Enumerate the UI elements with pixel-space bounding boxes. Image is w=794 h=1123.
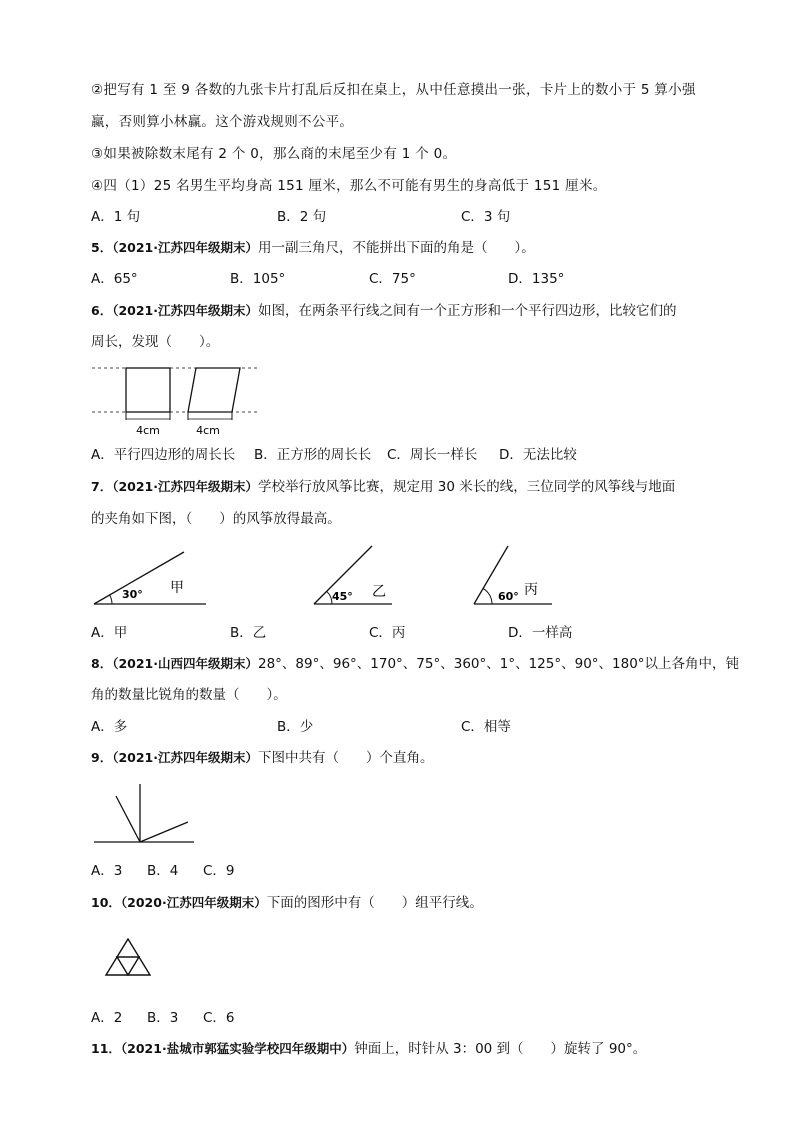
q9-figure (90, 782, 200, 848)
q11-text: 钟面上，时针从 3：00 到（ ）旋转了 90°。 (354, 1041, 647, 1057)
q7-angle-bing-name: 丙 (524, 582, 538, 598)
q10-option-a[interactable]: A．2 (91, 1010, 123, 1026)
q9-option-a[interactable]: A．3 (91, 863, 123, 879)
q10-source: （2020·江苏四年级期末） (120, 895, 267, 910)
q7-angle-jia (88, 540, 213, 610)
q7-source: （2021·江苏四年级期末） (112, 479, 258, 494)
q7-angle-yi-degree: 45° (332, 590, 353, 603)
q6-option-d[interactable]: D．无法比较 (499, 447, 577, 463)
q6-square-side-label: 4cm (136, 424, 160, 437)
q7-angle-jia-name: 甲 (170, 580, 184, 596)
q11-number: 11． (91, 1041, 121, 1056)
q5-option-a[interactable]: A．65° (91, 271, 138, 287)
q5-source: （2021·江苏四年级期末） (112, 240, 258, 255)
q4-option-a[interactable]: A．1 句 (91, 209, 141, 225)
q8-stem-line-1 (91, 654, 739, 674)
q10-triangle-figure (102, 936, 154, 978)
q9-right-ray (140, 822, 188, 842)
q5-number: 5． (91, 240, 113, 255)
q4-statement-2-line-2: 赢，否则算小林赢。这个游戏规则不公平。 (91, 114, 354, 130)
q7-angle-bing-degree: 60° (498, 590, 519, 603)
q8-stem-line-2: 角的数量比锐角的数量（ ）。 (91, 687, 287, 703)
q6-square (126, 368, 170, 412)
q7-angle-yi-name: 乙 (372, 584, 386, 600)
q9-number: 9． (91, 750, 113, 765)
q7-option-c[interactable]: C．丙 (369, 625, 406, 641)
q7-option-d[interactable]: D．一样高 (508, 625, 573, 641)
q6-option-a[interactable]: A．平行四边形的周长长 (91, 447, 236, 463)
q8-option-a[interactable]: A．多 (91, 719, 128, 735)
q7-number: 7． (91, 479, 113, 494)
q6-number: 6． (91, 303, 113, 318)
q10-option-c[interactable]: C．6 (203, 1010, 235, 1026)
q9-left-ray (116, 796, 140, 842)
q6-text-1: 如图，在两条平行线之间有一个正方形和一个平行四边形，比较它们的 (258, 303, 677, 319)
q6-option-b[interactable]: B．正方形的周长长 (254, 447, 372, 463)
q8-text-1: 28°、89°、96°、170°、75°、360°、1°、125°、90°、180°以上各角中，钝 (258, 656, 740, 672)
q8-option-b[interactable]: B．少 (277, 719, 314, 735)
q5-option-d[interactable]: D．135° (508, 271, 565, 287)
q6-parallelogram-side-label: 4cm (196, 424, 220, 437)
q4-option-c[interactable]: C．3 句 (461, 209, 511, 225)
q5-option-b[interactable]: B．105° (230, 271, 286, 287)
q9-source: （2021·江苏四年级期末） (112, 750, 258, 765)
q11-stem (91, 1039, 646, 1059)
q8-option-c[interactable]: C．相等 (461, 719, 511, 735)
q6-option-c[interactable]: C．周长一样长 (387, 447, 478, 463)
q6-source: （2021·江苏四年级期末） (112, 303, 258, 318)
q9-option-b[interactable]: B．4 (147, 863, 179, 879)
q8-source: （2021·山西四年级期末） (112, 656, 258, 671)
q8-number: 8． (91, 656, 113, 671)
q5-option-c[interactable]: C．75° (369, 271, 416, 287)
q9-stem (91, 748, 434, 768)
q6-parallelogram (188, 368, 240, 412)
q4-statement-4: ④四（1）25 名男生平均身高 151 厘米，那么不可能有男生的身高低于 151 厘米。 (91, 178, 607, 194)
q10-number: 10． (91, 895, 121, 910)
q10-inner-triangle (117, 957, 139, 975)
q7-text-1: 学校举行放风筝比赛，规定用 30 米长的线，三位同学的风筝线与地面 (258, 479, 676, 495)
q10-stem (91, 893, 483, 913)
q7-option-b[interactable]: B．乙 (230, 625, 267, 641)
q6-stem-line-1 (91, 301, 677, 321)
q7-angle-jia-degree: 30° (122, 588, 143, 601)
q11-source: （2021·盐城市郭猛实验学校四年级期中） (120, 1041, 355, 1056)
q6-figure (88, 362, 268, 442)
q7-angle-bing (468, 540, 558, 610)
q7-stem-line-2: 的夹角如下图，（ ）的风筝放得最高。 (91, 511, 341, 527)
q4-statement-3: ③如果被除数末尾有 2 个 0，那么商的末尾至少有 1 个 0。 (91, 146, 457, 162)
q4-statement-2-line-1: ②把写有 1 至 9 各数的九张卡片打乱后反扣在桌上，从中任意摸出一张，卡片上的数小于 5 算小强 (91, 82, 696, 98)
q5-text: 用一副三角尺，不能拼出下面的角是（ ）。 (258, 240, 535, 256)
q9-text: 下图中共有（ ）个直角。 (258, 750, 434, 766)
q7-angle-yi (308, 540, 398, 610)
q10-option-b[interactable]: B．3 (147, 1010, 179, 1026)
q10-text: 下面的图形中有（ ）组平行线。 (266, 895, 483, 911)
q7-option-a[interactable]: A．甲 (91, 625, 128, 641)
q4-option-b[interactable]: B．2 句 (277, 209, 327, 225)
q7-stem-line-1 (91, 477, 675, 497)
q6-stem-line-2: 周长，发现（ ）。 (91, 334, 220, 350)
q5-stem (91, 238, 535, 258)
q9-option-c[interactable]: C．9 (203, 863, 235, 879)
